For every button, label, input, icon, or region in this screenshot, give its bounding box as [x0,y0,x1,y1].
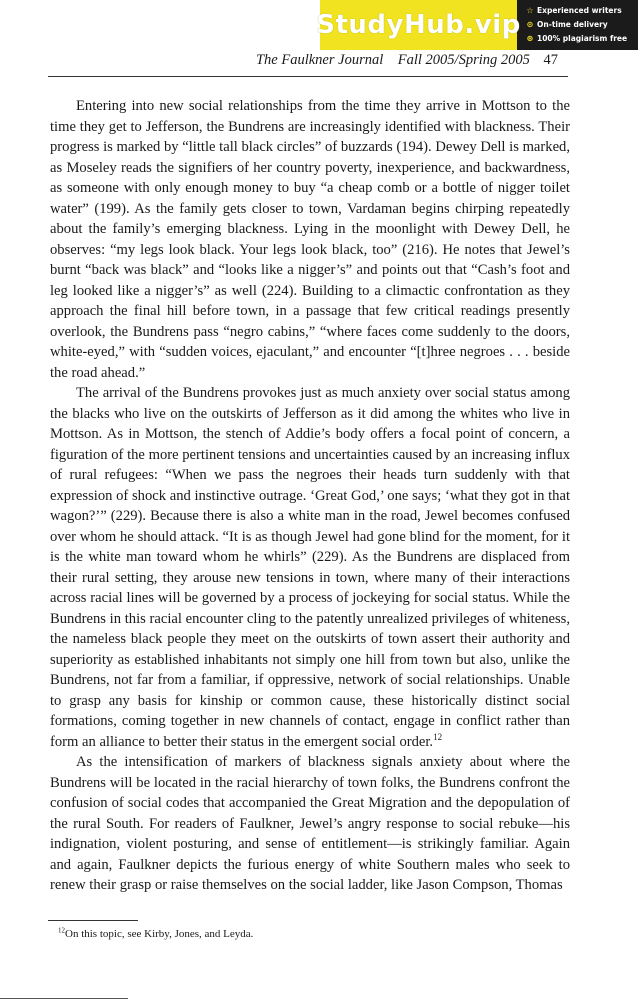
paragraph: As the intensification of markers of blackness signals anxiety about where the Bundrens will be located in the racial hierarchy of town folks, the Bundrens confront the confusion of social codes that accompanied the Great Migration and the depopulation of the rural South. For readers of Faulkner, Jewel’s angry response to social rebuke—his indignation, violent posturing, and sense of entitlement—is strikingly familiar. Again and again, Faulkner depicts the furious energy of white Southern males who seek to renew their grasp or raise themselves on the social ladder, like Jason Compson, Thomas [50,754,570,893]
footnote-number: 12 [58,926,65,935]
footnote-reference[interactable]: 12 [433,731,443,742]
footnote-rule [48,920,138,921]
issue-label: Fall 2005/Spring 2005 [397,52,530,68]
running-head [0,52,558,69]
star-icon: ☆ [526,6,534,15]
feature-label: On-time delivery [537,20,608,29]
footnote-text: On this topic, see Kirby, Jones, and Leyda. [65,928,254,940]
shield-icon: ⊛ [526,34,534,43]
feature-item [525,4,637,18]
paragraph [50,383,570,752]
page-edge-line [0,998,128,999]
feature-item [525,18,637,32]
ad-banner[interactable] [316,0,638,50]
feature-item [525,32,637,46]
page-number: 47 [543,52,558,68]
header-rule [48,76,568,77]
clock-icon: ⊙ [526,20,534,29]
footnote [50,927,570,941]
paragraph: Entering into new social relationships from the time they arrive in Mottson to the time they get to Jefferson, the Bundrens are increasingly identified with blackness. Their progress is marked by “little tall black circles” of buzzards (194). Dewey Dell is marked, as Moseley reads the signifiers of her country poverty, inexperience, and backwardness, as someone with only enough money to buy “a cheap comb or a bottle of nigger toilet water” (199). As the family gets closer to town, Vardaman begins chirping repeatedly about the family’s emerging blackness. Lying in the moonlight with Dewey Dell, he observes: “my legs look black. Your legs look black, too” (216). He notes that Jewel’s burnt “back was black” and “looks like a nigger’s” and points out that “Cash’s foot and leg looked like a nigger’s” as well (224). Building to a climactic confrontation as they approach the final hill before town, in a passage that few critical readings presently overlook, the Bundrens pass “negro cabins,” “where faces come suddenly to the doors, white-eyed,” with “sudden voices, ejaculant,” and encounter “[t]hree negroes . . . beside the road ahead.” [50,98,570,381]
studyhub-logo[interactable]: StudyHub .vip [320,0,517,50]
article-body [50,96,570,896]
feature-label: Experienced writers [537,6,622,15]
journal-title: The Faulkner Journal [255,52,384,68]
paragraph-text: The arrival of the Bundrens provokes just as much anxiety over social status among the blacks who live on the outskirts of Jefferson as it did among the whites who live in Mottson. As in Mottson, the stench of Addie’s body offers a focal point of concern, a figuration of the more pertinent tensions and uncertainties caused by an increasing influx of rural refugees: “When we pass the negroes their heads turn suddenly with that expression of shock and instinctive outrage. ‘Great God,’ one says; ‘what they got in that wagon?’” (229). Because there is also a white man in the road, Jewel becomes confused over whom he should attack. “It is as though Jewel had gone blind for the moment, for it is the white man toward whom he whirls” (229). As the Bundrens are displaced from their rural setting, they arouse new tensions in town, where many of their interactions across racial lines will be governed by a process of jockeying for social status. While the Bundrens in this racial encounter cling to the patently unrealized privileges of whiteness, the nameless black people they meet on the outskirts of town assert their authority and superiority as established inhabitants not simply one hill from town but also, unlike the Bundrens, not far from a familiar, if oppressive, network of social relationships. Unable to grasp any basis for kinship or common cause, these historically distinct social formations, coming together in new channels of contact, engage in conflict rather than form an alliance to better their status in the emergent social order. [50,385,570,750]
feature-label: 100% plagiarism free [537,34,628,43]
feature-list [525,4,637,46]
